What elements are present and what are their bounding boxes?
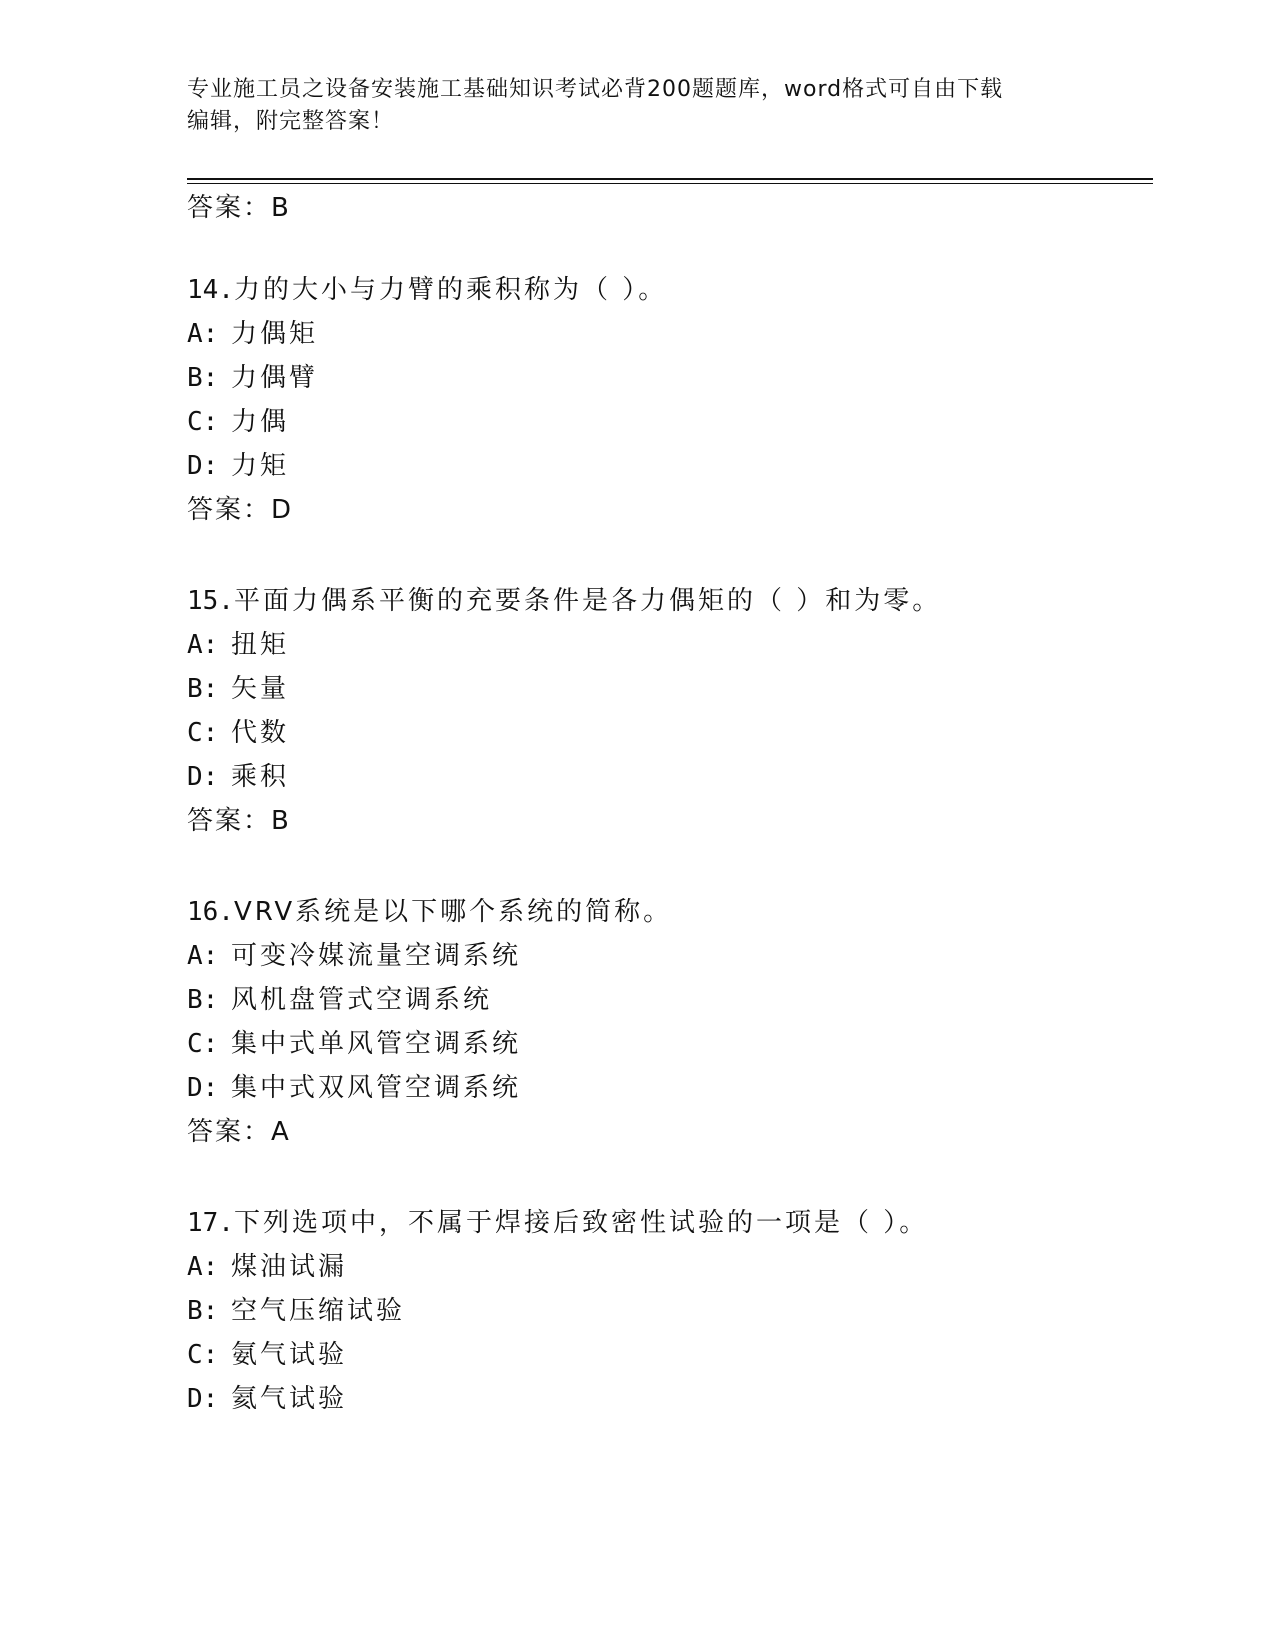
option-b (187, 1293, 405, 1329)
option-text: 煤油试漏 (231, 1252, 348, 1282)
option-letter: D: (187, 762, 219, 792)
option-letter: B: (187, 363, 219, 393)
option-c (187, 1337, 347, 1373)
option-letter: B: (187, 1296, 219, 1326)
option-letter: A: (187, 1252, 219, 1282)
option-d (187, 759, 289, 795)
option-letter: A: (187, 319, 219, 349)
question-text: 力的大小与力臂的乘积称为（ ）。 (233, 275, 668, 305)
option-text: 集中式单风管空调系统 (231, 1029, 522, 1059)
option-a (187, 938, 521, 974)
option-text: 氨气试验 (231, 1340, 348, 1370)
option-text: 可变冷媒流量空调系统 (231, 941, 522, 971)
header-line-1: 专业施工员之设备安装施工基础知识考试必背200题题库，word格式可自由下载 (187, 77, 1004, 102)
option-d (187, 448, 289, 484)
question-text: 下列选项中，不属于焊接后致密性试验的一项是（ ）。 (233, 1208, 929, 1238)
option-d (187, 1381, 347, 1417)
option-c (187, 715, 289, 751)
document-header (187, 74, 1087, 138)
answer-prefix: 答案： (187, 193, 272, 223)
option-text: 风机盘管式空调系统 (231, 985, 493, 1015)
header-rule-thin (187, 183, 1153, 184)
question-number: 16. (187, 897, 234, 927)
question-number: 17. (187, 1208, 234, 1238)
answer-value: A (271, 1117, 291, 1147)
option-letter: C: (187, 718, 219, 748)
question-text: VRV系统是以下哪个系统的简称。 (233, 897, 673, 927)
answer-line (187, 1114, 291, 1150)
header-line-2: 编辑，附完整答案！ (187, 109, 395, 134)
option-b (187, 360, 318, 396)
option-letter: B: (187, 674, 219, 704)
option-letter: C: (187, 1029, 219, 1059)
option-text: 力偶矩 (231, 319, 319, 349)
answer-value: D (271, 495, 294, 525)
option-text: 矢量 (231, 674, 290, 704)
option-text: 力矩 (231, 451, 290, 481)
option-d (187, 1070, 521, 1106)
option-c (187, 404, 289, 440)
answer-prefix: 答案： (187, 495, 272, 525)
answer-line (187, 190, 291, 226)
question-16 (187, 894, 672, 930)
answer-prefix: 答案： (187, 1117, 272, 1147)
answer-prefix: 答案： (187, 806, 272, 836)
option-letter: C: (187, 407, 219, 437)
answer-value: B (271, 806, 291, 836)
question-number: 14. (187, 275, 234, 305)
question-17 (187, 1205, 928, 1241)
option-b (187, 671, 289, 707)
option-a (187, 627, 289, 663)
option-text: 力偶臂 (231, 363, 319, 393)
option-text: 代数 (231, 718, 290, 748)
option-a (187, 1249, 347, 1285)
question-15 (187, 583, 941, 619)
option-text: 乘积 (231, 762, 290, 792)
option-text: 氦气试验 (231, 1384, 348, 1414)
option-letter: D: (187, 1073, 219, 1103)
answer-value: B (271, 193, 291, 223)
option-b (187, 982, 492, 1018)
question-14 (187, 272, 667, 308)
option-letter: A: (187, 630, 219, 660)
option-text: 空气压缩试验 (231, 1296, 406, 1326)
option-letter: A: (187, 941, 219, 971)
option-a (187, 316, 318, 352)
option-text: 力偶 (231, 407, 290, 437)
option-text: 扭矩 (231, 630, 290, 660)
option-letter: C: (187, 1340, 219, 1370)
option-text: 集中式双风管空调系统 (231, 1073, 522, 1103)
option-letter: D: (187, 451, 219, 481)
header-rule-thick (187, 178, 1153, 180)
answer-line (187, 803, 291, 839)
option-letter: D: (187, 1384, 219, 1414)
question-number: 15. (187, 586, 234, 616)
option-c (187, 1026, 521, 1062)
option-letter: B: (187, 985, 219, 1015)
question-text: 平面力偶系平衡的充要条件是各力偶矩的（ ）和为零。 (233, 586, 942, 616)
answer-line (187, 492, 293, 528)
